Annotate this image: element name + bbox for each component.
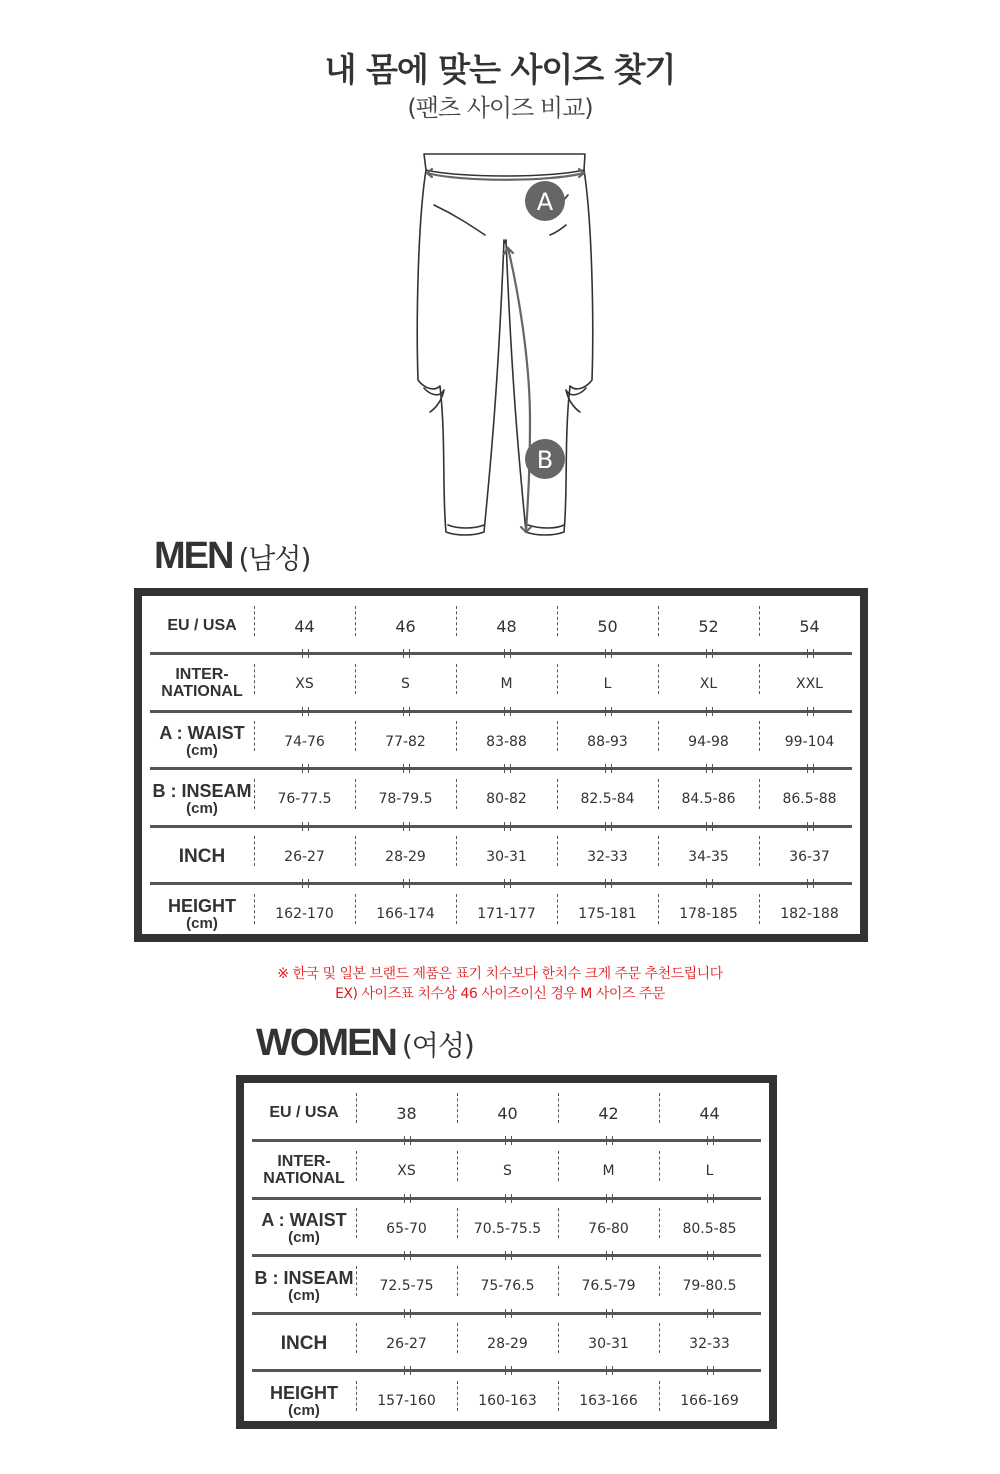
table-row — [150, 886, 852, 943]
row-label — [252, 1258, 356, 1315]
women-heading — [256, 1022, 474, 1065]
page-title: 내 몸에 맞는 사이즈 찾기 — [324, 50, 676, 89]
size-value-cell: 30-31 — [588, 1335, 629, 1352]
row-label-text: EU / USA — [167, 617, 237, 635]
row-label-subtext: (cm) — [288, 1229, 320, 1247]
size-note-line-1: ※ 한국 및 일본 브랜드 제품은 표기 치수보다 한치수 크게 주문 추천드립니다 — [277, 966, 723, 982]
size-value-cell: XL — [699, 676, 718, 692]
size-value-cell: 166-174 — [376, 906, 435, 922]
size-value-cell: 83-88 — [486, 733, 527, 750]
table-row — [252, 1143, 761, 1200]
women-heading-sub: (여성) — [401, 1029, 474, 1062]
size-value-cell: 70.5-75.5 — [473, 1220, 542, 1237]
size-value-cell: 175-181 — [578, 906, 637, 922]
table-row — [252, 1258, 761, 1315]
size-value-cell: 80-82 — [486, 791, 527, 807]
table-row — [150, 713, 852, 770]
row-label — [150, 598, 254, 655]
size-value-cell: 50 — [597, 617, 618, 636]
size-value-cell: 72.5-75 — [379, 1278, 434, 1294]
row-label-subtext: NATIONAL — [161, 683, 243, 700]
size-value-cell: 162-170 — [275, 906, 334, 922]
size-value-cell: XXL — [796, 676, 823, 692]
size-value-cell: 171-177 — [477, 906, 536, 922]
size-value-cell: 48 — [496, 617, 517, 636]
table-row — [150, 598, 852, 655]
row-label-subtext: (cm) — [186, 742, 218, 760]
size-value-cell: 34-35 — [688, 848, 729, 865]
men-size-table — [134, 588, 868, 942]
size-value-cell: 32-33 — [689, 1335, 730, 1352]
row-label — [252, 1373, 356, 1430]
size-value-cell: 84.5-86 — [681, 791, 736, 807]
row-label-text: HEIGHT — [269, 1382, 338, 1403]
size-value-cell: XS — [295, 676, 314, 692]
size-value-cell: 28-29 — [385, 848, 426, 865]
size-value-cell: L — [705, 1163, 714, 1179]
size-value-cell: 88-93 — [587, 733, 628, 750]
size-value-cell: 79-80.5 — [682, 1278, 737, 1294]
size-value-cell: 75-76.5 — [480, 1278, 535, 1294]
pants-diagram — [400, 140, 610, 550]
size-value-cell: 86.5-88 — [782, 791, 837, 807]
row-label-text: HEIGHT — [167, 895, 236, 916]
row-label-text: INTER- — [277, 1153, 331, 1171]
size-value-cell: 46 — [395, 617, 416, 636]
men-heading-sub: (남성) — [238, 542, 311, 575]
size-value-cell: 160-163 — [478, 1393, 537, 1409]
size-value-cell: 26-27 — [284, 848, 325, 865]
marker-b: B — [536, 446, 554, 474]
row-label — [252, 1315, 356, 1372]
size-value-cell: 76-80 — [588, 1220, 629, 1237]
row-label — [150, 771, 254, 828]
row-label-text: A : WAIST — [159, 723, 245, 744]
size-value-cell: 77-82 — [385, 733, 426, 750]
size-value-cell: 178-185 — [679, 906, 738, 922]
size-value-cell: 36-37 — [789, 848, 830, 865]
size-value-cell: 52 — [698, 617, 719, 636]
row-label-subtext: (cm) — [288, 1286, 320, 1304]
size-value-cell: 80.5-85 — [682, 1220, 737, 1237]
row-label-text: INTER- — [175, 666, 229, 684]
size-value-cell: 32-33 — [587, 848, 628, 865]
row-label-text: INCH — [178, 845, 226, 867]
row-label-subtext: (cm) — [186, 799, 218, 817]
size-value-cell: 76-77.5 — [277, 791, 332, 807]
size-value-cell: 74-76 — [284, 733, 325, 750]
row-label-text: INCH — [280, 1332, 328, 1354]
size-value-cell: L — [603, 676, 612, 692]
row-label — [150, 828, 254, 885]
size-value-cell: 82.5-84 — [580, 791, 635, 807]
size-value-cell: 44 — [699, 1104, 720, 1123]
size-value-cell: 76.5-79 — [581, 1278, 636, 1294]
women-size-table — [236, 1075, 777, 1429]
size-value-cell: M — [602, 1163, 615, 1179]
table-row — [150, 771, 852, 828]
size-value-cell: 42 — [598, 1104, 619, 1123]
row-label-text: A : WAIST — [261, 1210, 347, 1231]
size-value-cell: 157-160 — [377, 1393, 436, 1409]
marker-a: A — [536, 188, 554, 216]
men-heading — [154, 535, 310, 578]
size-value-cell: S — [503, 1163, 512, 1179]
row-label-subtext: (cm) — [288, 1401, 320, 1419]
size-value-cell: 99-104 — [784, 733, 835, 750]
size-value-cell: 78-79.5 — [378, 791, 433, 807]
row-label — [252, 1085, 356, 1142]
size-value-cell: M — [500, 676, 513, 692]
row-label-text: B : INSEAM — [254, 1267, 354, 1288]
size-value-cell: 182-188 — [780, 906, 839, 922]
row-label-subtext: NATIONAL — [263, 1170, 345, 1187]
row-label-text: B : INSEAM — [152, 780, 252, 801]
size-note-line-2: EX) 사이즈표 치수상 46 사이즈이신 경우 M 사이즈 주문 — [335, 986, 665, 1002]
row-label — [252, 1200, 356, 1257]
page-subtitle: (팬츠 사이즈 비교) — [407, 94, 593, 122]
size-value-cell: 163-166 — [579, 1393, 638, 1409]
table-row — [150, 656, 852, 713]
size-value-cell: 54 — [799, 617, 820, 636]
row-label — [150, 886, 254, 943]
size-value-cell: XS — [397, 1163, 416, 1179]
size-value-cell: S — [401, 676, 410, 692]
table-row — [252, 1085, 761, 1142]
size-value-cell: 94-98 — [688, 733, 729, 750]
men-heading-label: MEN — [154, 535, 233, 577]
size-value-cell: 38 — [396, 1104, 417, 1123]
table-row — [252, 1315, 761, 1372]
table-row — [150, 828, 852, 885]
size-value-cell: 30-31 — [486, 848, 527, 865]
table-row — [252, 1200, 761, 1257]
size-value-cell: 65-70 — [386, 1220, 427, 1237]
size-value-cell: 28-29 — [487, 1335, 528, 1352]
row-label — [252, 1143, 356, 1200]
row-label-text: EU / USA — [269, 1104, 339, 1122]
women-heading-label: WOMEN — [256, 1022, 396, 1064]
size-value-cell: 44 — [294, 617, 315, 636]
size-value-cell: 166-169 — [680, 1393, 739, 1409]
row-label — [150, 656, 254, 713]
row-label-subtext: (cm) — [186, 914, 218, 932]
table-row — [252, 1373, 761, 1430]
size-value-cell: 26-27 — [386, 1335, 427, 1352]
row-label — [150, 713, 254, 770]
size-value-cell: 40 — [497, 1104, 518, 1123]
